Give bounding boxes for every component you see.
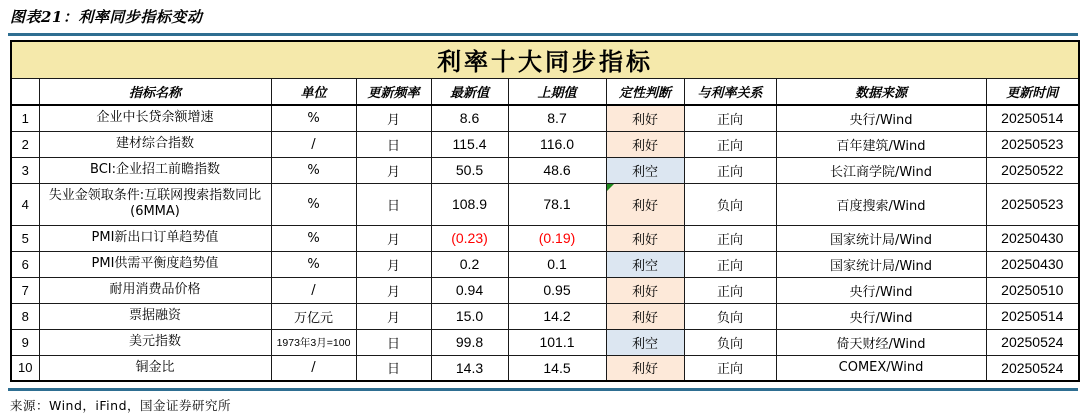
relation-cell: 正向 [684, 225, 776, 251]
latest-value-cell: 15.0 [431, 303, 508, 329]
judgment-cell: 利好 [606, 131, 684, 157]
row-number: 5 [11, 225, 39, 251]
table-title-row [11, 41, 1079, 78]
frequency-cell: 月 [356, 303, 431, 329]
latest-value-cell: 0.94 [431, 277, 508, 303]
col-header-frequency: 更新频率 [356, 78, 431, 105]
relation-cell: 正向 [684, 355, 776, 381]
table-row [11, 157, 1079, 183]
table-row [11, 355, 1079, 381]
frequency-cell: 日 [356, 183, 431, 225]
relation-cell: 正向 [684, 131, 776, 157]
update-date-cell: 20250510 [986, 277, 1079, 303]
row-number: 1 [11, 105, 39, 131]
latest-value-cell: 0.2 [431, 251, 508, 277]
indicators-table [10, 40, 1080, 382]
source-cell: 国家统计局/Wind [776, 251, 986, 277]
latest-value-cell: 14.3 [431, 355, 508, 381]
indicator-name-cell: 票据融资 [39, 303, 271, 329]
frequency-cell: 月 [356, 277, 431, 303]
col-header-latest: 最新值 [431, 78, 508, 105]
row-number: 9 [11, 329, 39, 355]
judgment-cell: 利好 [606, 105, 684, 131]
table-header-row [11, 78, 1079, 105]
unit-cell: / [271, 131, 356, 157]
prev-value-cell: 14.5 [508, 355, 606, 381]
source-cell: 央行/Wind [776, 105, 986, 131]
frequency-cell: 日 [356, 329, 431, 355]
col-header-source: 数据来源 [776, 78, 986, 105]
unit-cell: 万亿元 [271, 303, 356, 329]
judgment-cell: 利空 [606, 329, 684, 355]
indicator-name-cell: PMI供需平衡度趋势值 [39, 251, 271, 277]
source-cell: COMEX/Wind [776, 355, 986, 381]
relation-cell: 正向 [684, 157, 776, 183]
unit-cell: % [271, 183, 356, 225]
frequency-cell: 月 [356, 105, 431, 131]
update-date-cell: 20250514 [986, 105, 1079, 131]
bottom-accent-rule [8, 388, 1078, 391]
relation-cell: 正向 [684, 277, 776, 303]
prev-value-cell: 0.95 [508, 277, 606, 303]
update-date-cell: 20250524 [986, 355, 1079, 381]
latest-value-cell: 99.8 [431, 329, 508, 355]
prev-value-cell: 78.1 [508, 183, 606, 225]
judgment-cell: 利好 [606, 277, 684, 303]
indicator-name-cell: BCI:企业招工前瞻指数 [39, 157, 271, 183]
prev-value-cell: 8.7 [508, 105, 606, 131]
frequency-cell: 月 [356, 251, 431, 277]
relation-cell: 负向 [684, 329, 776, 355]
row-number: 2 [11, 131, 39, 157]
table-row [11, 225, 1079, 251]
table-row [11, 105, 1079, 131]
unit-cell: % [271, 251, 356, 277]
table-row [11, 303, 1079, 329]
judgment-cell: 利空 [606, 157, 684, 183]
top-accent-rule [8, 33, 1078, 36]
frequency-cell: 日 [356, 355, 431, 381]
judgment-cell: 利空 [606, 251, 684, 277]
unit-cell: % [271, 105, 356, 131]
row-number: 8 [11, 303, 39, 329]
indicator-name-cell: 企业中长贷余额增速 [39, 105, 271, 131]
update-date-cell: 20250522 [986, 157, 1079, 183]
latest-value-cell: 8.6 [431, 105, 508, 131]
prev-value-cell: 116.0 [508, 131, 606, 157]
latest-value-cell: 50.5 [431, 157, 508, 183]
row-number: 4 [11, 183, 39, 225]
figure-title: 图表21：利率同步指标变动 [10, 8, 203, 26]
unit-cell: % [271, 157, 356, 183]
indicator-name-cell: PMI新出口订单趋势值 [39, 225, 271, 251]
prev-value-cell: 0.1 [508, 251, 606, 277]
prev-value-cell: 101.1 [508, 329, 606, 355]
col-header-unit: 单位 [271, 78, 356, 105]
col-header-previous: 上期值 [508, 78, 606, 105]
col-header-judgment: 定性判断 [606, 78, 684, 105]
update-date-cell: 20250514 [986, 303, 1079, 329]
frequency-cell: 月 [356, 157, 431, 183]
col-header-relation: 与利率关系 [684, 78, 776, 105]
update-date-cell: 20250523 [986, 131, 1079, 157]
col-header-updated: 更新时间 [986, 78, 1079, 105]
update-date-cell: 20250430 [986, 251, 1079, 277]
judgment-cell: 利好 [606, 183, 684, 225]
indicator-name-cell: 美元指数 [39, 329, 271, 355]
judgment-cell: 利好 [606, 303, 684, 329]
latest-value-cell: 115.4 [431, 131, 508, 157]
update-date-cell: 20250523 [986, 183, 1079, 225]
source-cell: 倚天财经/Wind [776, 329, 986, 355]
relation-cell: 正向 [684, 105, 776, 131]
table-row [11, 277, 1079, 303]
prev-value-cell: 48.6 [508, 157, 606, 183]
table-title: 利率十大同步指标 [11, 41, 1079, 78]
unit-cell: 1973年3月=100 [271, 329, 356, 355]
source-note: 来源：Wind，iFind，国金证券研究所 [10, 398, 231, 413]
judgment-cell: 利好 [606, 225, 684, 251]
indicator-name-cell: 耐用消费品价格 [39, 277, 271, 303]
latest-value-cell: 108.9 [431, 183, 508, 225]
row-number: 10 [11, 355, 39, 381]
table-row [11, 183, 1079, 225]
latest-value-cell: (0.23) [431, 225, 508, 251]
source-cell: 国家统计局/Wind [776, 225, 986, 251]
prev-value-cell: 14.2 [508, 303, 606, 329]
source-cell: 长江商学院/Wind [776, 157, 986, 183]
prev-value-cell: (0.19) [508, 225, 606, 251]
indicator-name-cell: 铜金比 [39, 355, 271, 381]
frequency-cell: 月 [356, 225, 431, 251]
indicator-name-cell: 建材综合指数 [39, 131, 271, 157]
source-cell: 百度搜索/Wind [776, 183, 986, 225]
table-row [11, 251, 1079, 277]
row-number: 3 [11, 157, 39, 183]
row-number: 6 [11, 251, 39, 277]
frequency-cell: 日 [356, 131, 431, 157]
col-header-name: 指标名称 [39, 78, 271, 105]
update-date-cell: 20250430 [986, 225, 1079, 251]
unit-cell: / [271, 355, 356, 381]
relation-cell: 负向 [684, 183, 776, 225]
source-cell: 百年建筑/Wind [776, 131, 986, 157]
unit-cell: % [271, 225, 356, 251]
col-header-index [11, 78, 39, 105]
row-number: 7 [11, 277, 39, 303]
update-date-cell: 20250524 [986, 329, 1079, 355]
relation-cell: 负向 [684, 303, 776, 329]
unit-cell: / [271, 277, 356, 303]
table-row [11, 131, 1079, 157]
source-cell: 央行/Wind [776, 277, 986, 303]
table-row [11, 329, 1079, 355]
judgment-cell: 利好 [606, 355, 684, 381]
relation-cell: 正向 [684, 251, 776, 277]
indicator-name-cell: 失业金领取条件:互联网搜索指数同比(6MMA) [39, 183, 271, 225]
source-cell: 央行/Wind [776, 303, 986, 329]
